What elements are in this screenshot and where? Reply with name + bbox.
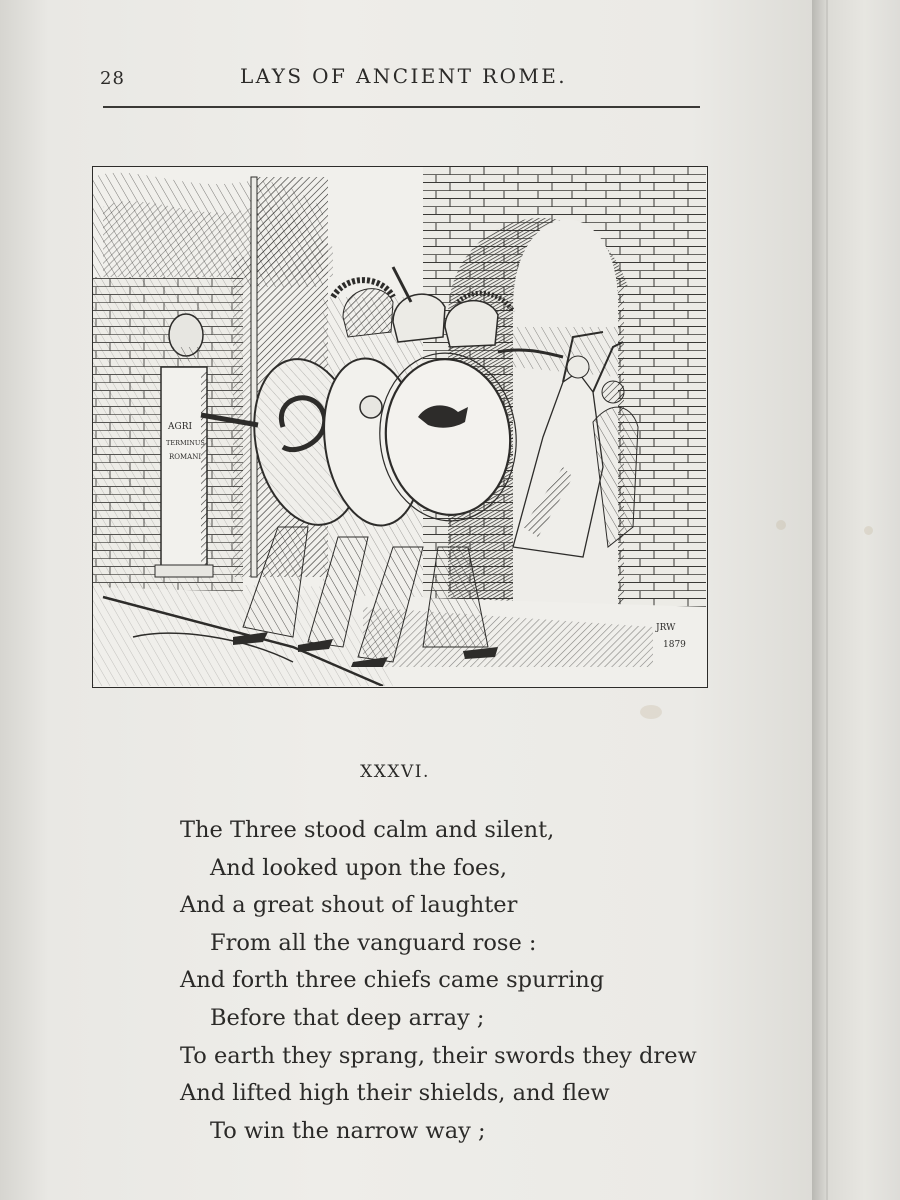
- running-title: LAYS OF ANCIENT ROME.: [240, 64, 568, 88]
- terminus-inscription-1: AGRI: [168, 422, 193, 432]
- header-rule: [103, 106, 700, 108]
- engraving-illustration: [92, 166, 708, 688]
- terminus-inscription-3: ROMANI: [169, 453, 202, 461]
- verse-line: And looked upon the foes,: [210, 854, 508, 881]
- verse-stanza: [180, 812, 740, 1150]
- foxing-spot: [864, 526, 873, 535]
- verse-line: To win the narrow way ;: [210, 1117, 486, 1144]
- page-header: [100, 62, 700, 102]
- terminus-inscription-2: TERMINUS: [166, 439, 205, 447]
- engraving-art: [93, 167, 706, 686]
- verse-line: And forth three chiefs came spurring: [180, 967, 605, 994]
- verse-line: And a great shout of laughter: [180, 892, 518, 919]
- engraving-date: 1879: [663, 640, 686, 650]
- foxing-spot: [640, 705, 662, 719]
- verse-line: From all the vanguard rose :: [210, 929, 537, 956]
- verse-line: The Three stood calm and silent,: [180, 817, 555, 843]
- page-edge-line: [826, 0, 828, 1200]
- stanza-number: XXXVI.: [360, 762, 430, 782]
- verse-line: To earth they sprang, their swords they drew: [180, 1042, 697, 1069]
- foxing-spot: [776, 520, 786, 530]
- verse-line: Before that deep array ;: [210, 1004, 485, 1031]
- verse-line: And lifted high their shields, and flew: [180, 1080, 610, 1107]
- artist-monogram: JRW: [656, 623, 676, 633]
- page-number: 28: [100, 68, 125, 89]
